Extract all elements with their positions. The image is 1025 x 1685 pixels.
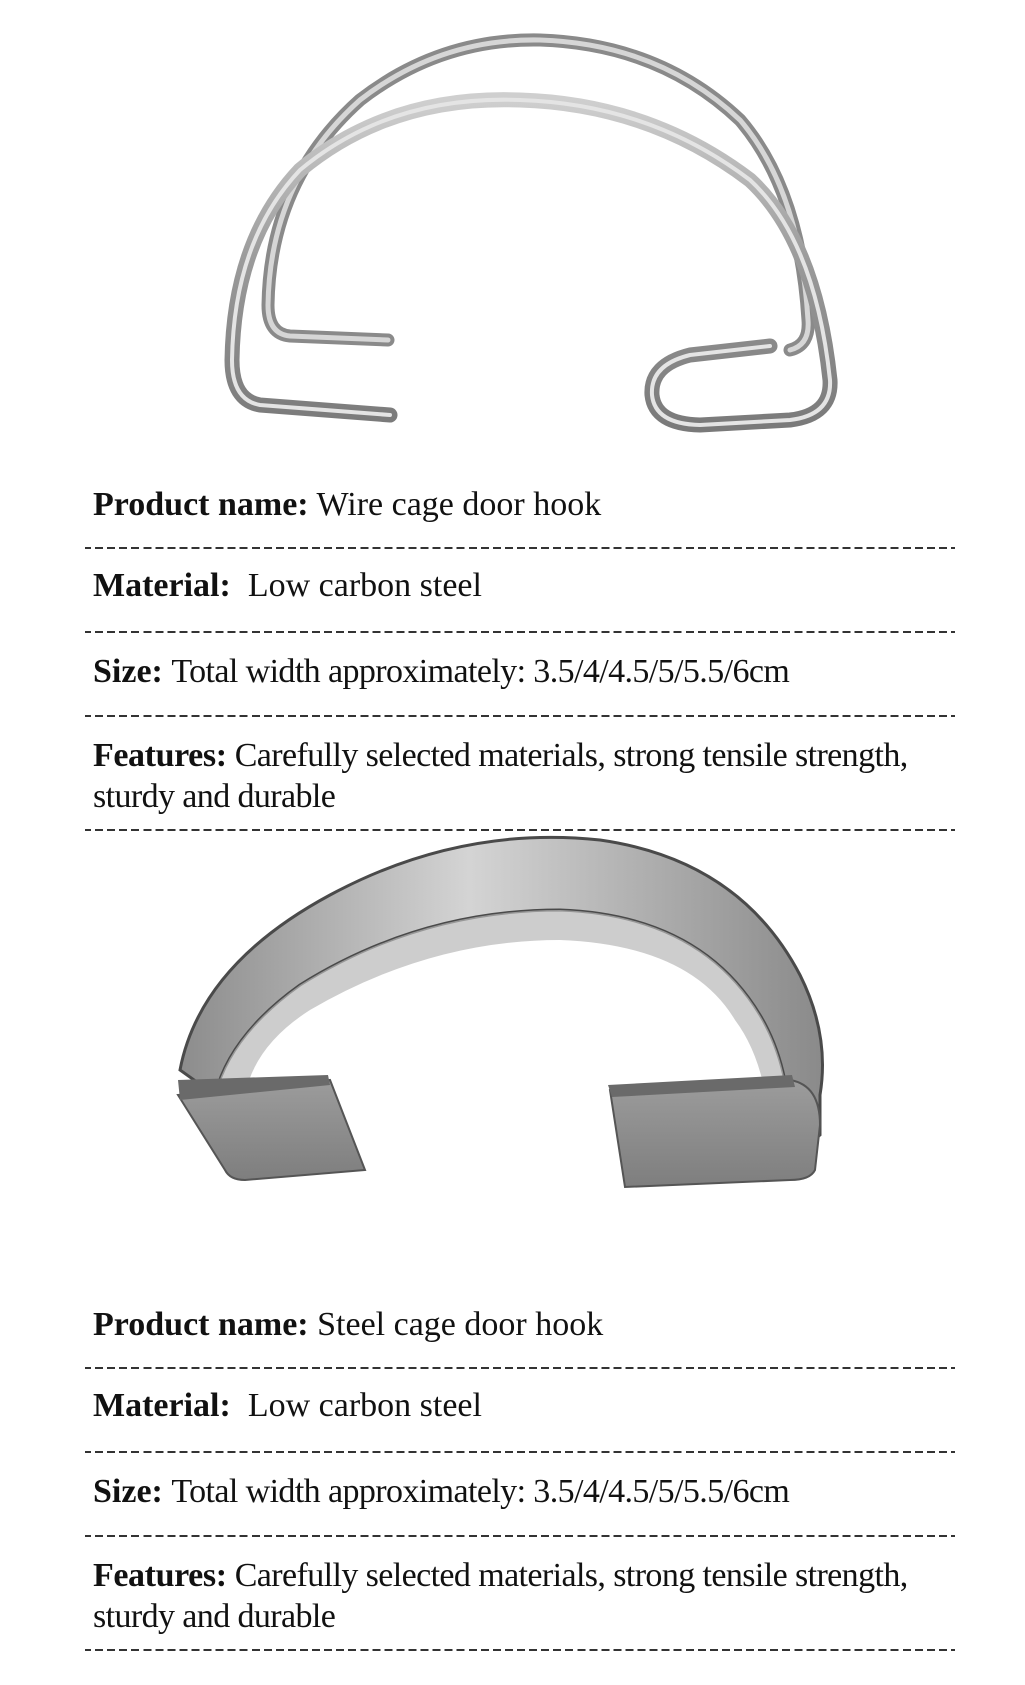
product-name-label: Product name: [93,486,309,523]
dashed-divider [85,1649,955,1651]
features-label: Features: [93,1557,227,1594]
wire-hook-image [0,0,1025,460]
size-label: Size: [93,1473,163,1510]
material-value: Low carbon steel [247,567,482,604]
steel-hook-image [0,835,1025,1275]
material-row [85,549,955,631]
size-label: Size: [93,653,163,690]
spec-block-steel-hook [85,1290,955,1651]
product-name-value: Wire cage door hook [316,486,602,523]
material-row [85,1369,955,1451]
product-name-row [85,470,955,547]
features-value: Carefully selected materials, strong tensile strength, sturdy and durable [93,737,908,815]
size-value: Total width approximately: 3.5/4/4.5/5/5.5/6cm [171,653,790,690]
size-row [85,633,955,715]
features-label: Features: [93,737,227,774]
spec-block-wire-hook [85,470,955,831]
size-row [85,1453,955,1535]
product-name-label: Product name: [93,1306,309,1343]
product-name-value: Steel cage door hook [317,1306,604,1343]
features-value: Carefully selected materials, strong tensile strength, sturdy and durable [93,1557,908,1635]
size-value: Total width approximately: 3.5/4/4.5/5/5.5/6cm [171,1473,790,1510]
material-value: Low carbon steel [247,1387,482,1424]
product-name-row [85,1290,955,1367]
dashed-divider [85,829,955,831]
features-row [85,717,955,829]
features-row [85,1537,955,1649]
material-label: Material: [93,1387,231,1424]
material-label: Material: [93,567,231,604]
